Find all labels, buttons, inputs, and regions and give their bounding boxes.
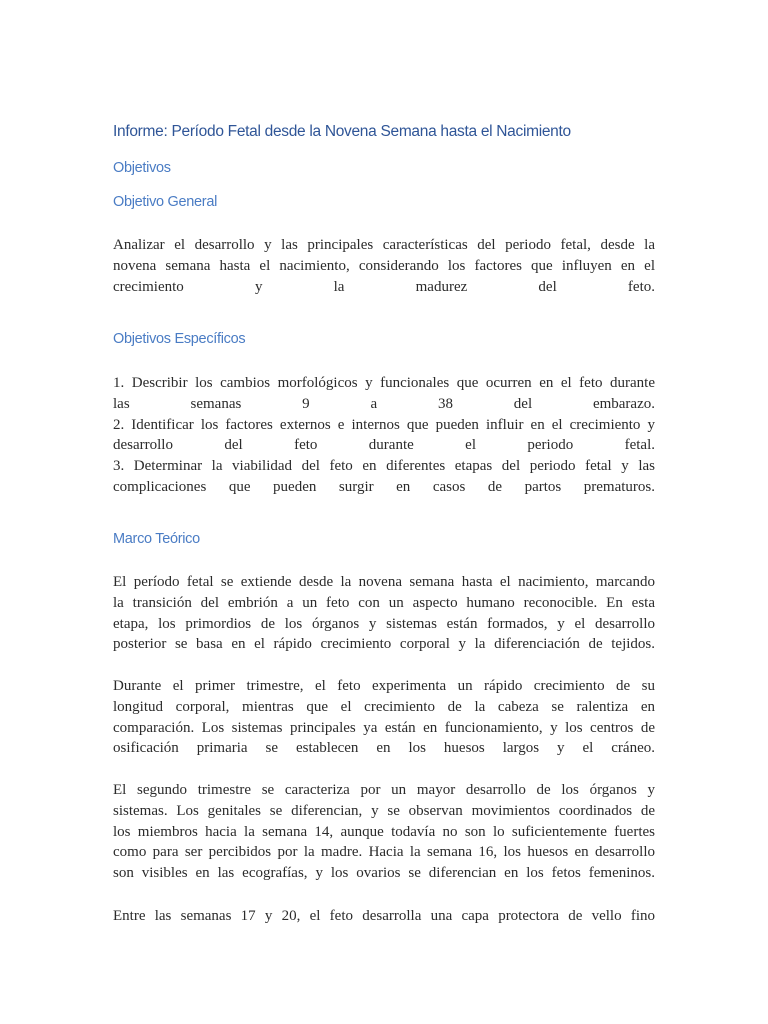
paragraph-marco-teorico-1: [113, 572, 655, 655]
document-title: Informe: Período Fetal desde la Novena Semana hasta el Nacimiento: [113, 123, 571, 140]
heading-objetivos: Objetivos: [113, 160, 171, 176]
paragraph-marco-teorico-4: [113, 906, 655, 927]
text-line: El segundo trimestre se caracteriza por un mayor desarrollo de los órganos y: [113, 782, 655, 798]
text-line: Entre las semanas 17 y 20, el feto desarrolla una capa protectora de vello fino: [113, 908, 655, 924]
text-line: 3. Determinar la viabilidad del feto en diferentes etapas del periodo fetal y las: [113, 458, 655, 475]
paragraph-objetivos-especificos: [113, 373, 655, 498]
text-line: posterior se basa en el rápido crecimiento corporal y la diferenciación de tejidos.: [113, 636, 655, 653]
paragraph-marco-teorico-2: [113, 676, 655, 759]
text-line: son visibles en las ecografías, y los ovarios se diferencian en los fetos femeninos.: [113, 865, 655, 882]
text-line: como para ser percibidos por la madre. Hacia la semana 16, los huesos en desarrollo: [113, 844, 655, 861]
text-line: crecimiento y la madurez del feto.: [113, 278, 655, 295]
paragraph-marco-teorico-3: [113, 780, 655, 884]
paragraph-objetivo-general: [113, 235, 655, 297]
text-line: novena semana hasta el nacimiento, considerando los factores que influyen en el: [113, 257, 655, 274]
text-line: desarrollo del feto durante el periodo fetal.: [113, 437, 655, 454]
text-line: comparación. Los sistemas principales ya están en funcionamiento, y los centros de: [113, 719, 655, 736]
text-line: longitud corporal, mientras que el crecimiento de la cabeza se ralentiza en: [113, 698, 655, 715]
text-line: Analizar el desarrollo y las principales características del periodo fetal, desde la: [113, 237, 655, 253]
text-line: la transición del embrión a un feto con un aspecto humano reconocible. En esta: [113, 594, 655, 611]
heading-objetivo-general: Objetivo General: [113, 194, 218, 210]
text-line: osificación primaria se establecen en los huesos largos y el cráneo.: [113, 740, 655, 757]
text-line: 1. Describir los cambios morfológicos y funcionales que ocurren en el feto durante: [113, 375, 655, 391]
text-line: Durante el primer trimestre, el feto experimenta un rápido crecimiento de su: [113, 678, 655, 694]
text-line: sistemas. Los genitales se diferencian, y se observan movimientos coordinados de: [113, 802, 655, 819]
heading-marco-teorico: Marco Teórico: [113, 531, 200, 547]
text-line: 2. Identificar los factores externos e internos que pueden influir en el crecimiento y: [113, 416, 655, 433]
heading-objetivos-especificos: Objetivos Específicos: [113, 331, 246, 347]
text-line: complicaciones que pueden surgir en casos de partos prematuros.: [113, 478, 655, 495]
text-line: El período fetal se extiende desde la novena semana hasta el nacimiento, marcando: [113, 574, 655, 590]
text-line: etapa, los primordios de los órganos y sistemas están formados, y el desarrollo: [113, 615, 655, 632]
text-line: los miembros hacia la semana 14, aunque todavía no son lo suficientemente fuertes: [113, 823, 655, 840]
text-line: las semanas 9 a 38 del embarazo.: [113, 395, 655, 412]
